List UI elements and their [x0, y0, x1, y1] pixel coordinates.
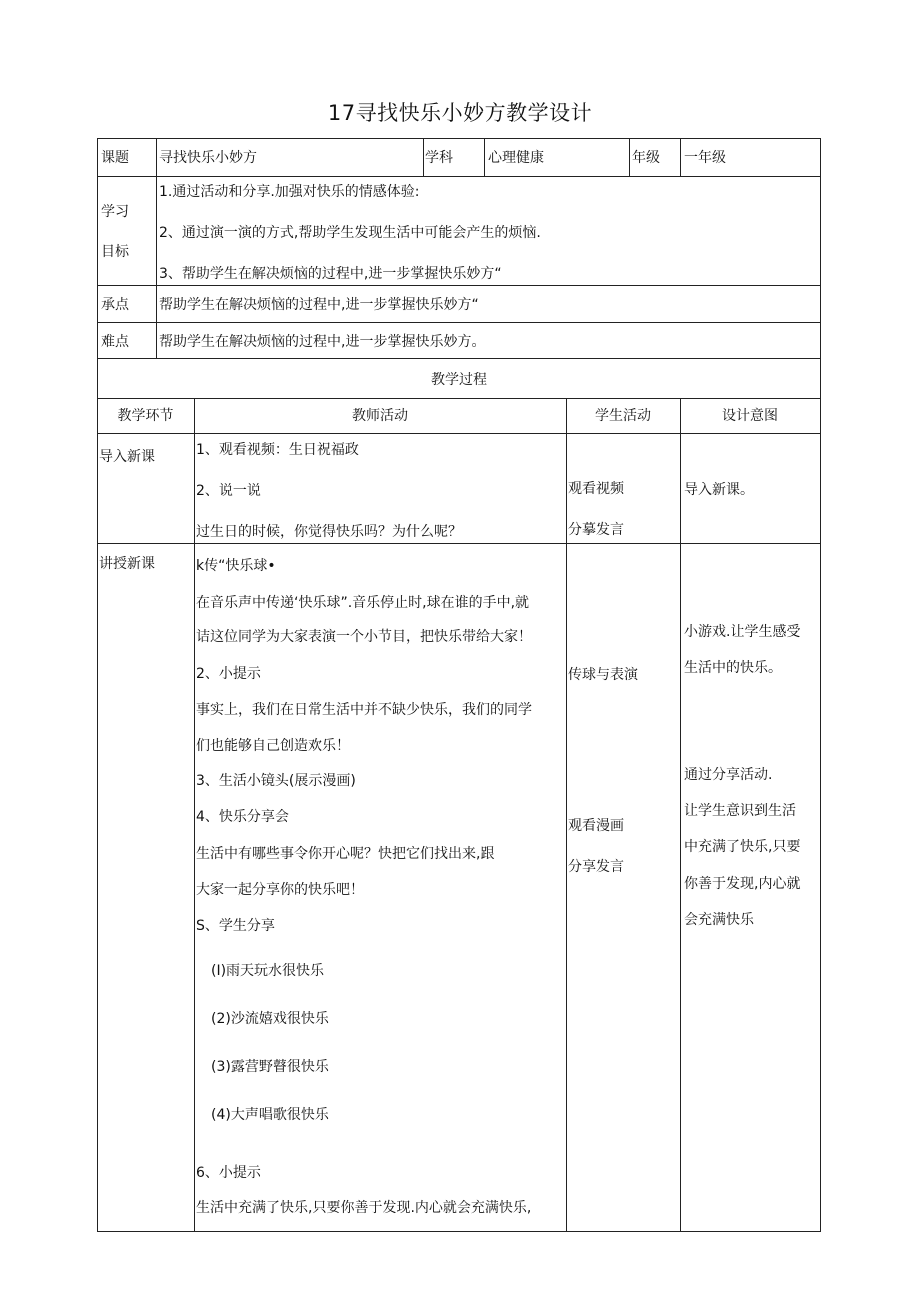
lesson-student-line: 分享发言	[568, 859, 624, 875]
lesson-teacher-line: 在音乐声中传递‘快乐球”.音乐停止时,球在谁的手中,就	[196, 595, 530, 611]
intro-stage: 导入新课	[99, 449, 155, 465]
key-point-value: 帮助学生在解决烦恼的过程中,进一步掌握快乐妙方“	[159, 297, 479, 313]
lesson-teacher-line: (2)沙流嬉戏很快乐	[211, 1011, 329, 1027]
lesson-student-line: 传球与表演	[568, 667, 638, 683]
column-header-stage: 教学环节	[117, 408, 174, 424]
intro-student-line: 分摹发言	[568, 522, 624, 538]
difficulty-value: 帮助学生在解决烦恼的过程中,进一步掌握快乐妙方。	[159, 334, 486, 350]
lesson-teacher-line: 4、快乐分享会	[196, 809, 289, 825]
lesson-intent-line: 你善于发现,内心就	[684, 876, 801, 892]
intro-teacher-line: 过生日的时候，你觉得快乐吗？为什么呢？	[196, 524, 462, 540]
topic-label: 课题	[101, 150, 129, 166]
objective-item: 1.通过活动和分享.加强对快乐的情感体验:	[159, 184, 420, 200]
key-point-label: 承点	[101, 297, 129, 313]
objective-item: 3、帮助学生在解决烦恼的过程中,进一步掌握快乐妙方“	[159, 266, 502, 282]
lesson-teacher-line: (I)雨天玩水很快乐	[211, 963, 325, 979]
intro-intent: 导入新课。	[684, 482, 754, 498]
lesson-student-line: 观看漫画	[568, 818, 624, 834]
lesson-intent-line: 会充满快乐	[684, 912, 754, 928]
subject-value: 心理健康	[488, 150, 544, 166]
lesson-teacher-line: 们也能够自己创造欢乐！	[196, 738, 350, 754]
topic-value: 寻找快乐小妙方	[159, 150, 257, 166]
lesson-teacher-line: S、学生分享	[196, 918, 275, 934]
lesson-teacher-line: 生活中充满了快乐,只要你善于发现.内心就会充满快乐,	[196, 1200, 532, 1216]
lesson-intent-line: 中充满了快乐,只要	[684, 839, 801, 855]
grade-value: 一年级	[684, 150, 726, 166]
lesson-stage: 讲授新课	[99, 556, 155, 572]
column-header-student: 学生活动	[595, 408, 651, 424]
lesson-teacher-line: 事实上，我们在日常生活中并不缺少快乐，我们的同学	[196, 702, 532, 718]
process-title: 教学过程	[431, 372, 487, 388]
lesson-teacher-line: 6、小提示	[196, 1165, 261, 1181]
lesson-intent-line: 生活中的快乐。	[684, 660, 782, 676]
lesson-teacher-line: 生活中有哪些事令你开心呢？快把它们找出来,跟	[196, 846, 495, 862]
lesson-teacher-line: 3、生活小镜头(展示漫画)	[196, 773, 356, 789]
intro-student-line: 观看视频	[568, 481, 624, 497]
column-header-intent: 设计意图	[722, 408, 778, 424]
subject-label: 学科	[425, 150, 453, 166]
intro-teacher-line: 1、观看视频：生日祝福政	[196, 442, 359, 458]
lesson-intent-line: 让学生意识到生活	[684, 803, 796, 819]
lesson-teacher-line: 大家一起分享你的快乐吧！	[196, 882, 364, 898]
lesson-teacher-line: 诘这位同学为大家表演一个小节目，把快乐带给大家！	[196, 629, 532, 645]
objectives-label-line1: 学习	[101, 204, 129, 220]
intro-teacher-line: 2、说一说	[196, 483, 261, 499]
grade-label: 年级	[632, 150, 660, 166]
lesson-intent-line: 通过分享活动.	[684, 767, 773, 783]
lesson-teacher-line: (3)露营野瞽很快乐	[211, 1059, 329, 1075]
lesson-intent-line: 小游戏.让学生感受	[684, 624, 801, 640]
lesson-teacher-line: k传“快乐球•	[196, 558, 276, 574]
column-header-teacher: 教师活动	[352, 408, 408, 424]
lesson-teacher-line: 2、小提示	[196, 666, 261, 682]
objectives-label-line2: 目标	[101, 244, 129, 260]
difficulty-label: 难点	[101, 334, 129, 350]
lesson-teacher-line: (4)大声唱歌很快乐	[211, 1107, 329, 1123]
objective-item: 2、通过演一演的方式,帮助学生发现生活中可能会产生的烦恼.	[159, 225, 541, 241]
page-title: 17寻找快乐小妙方教学设计	[327, 101, 593, 125]
